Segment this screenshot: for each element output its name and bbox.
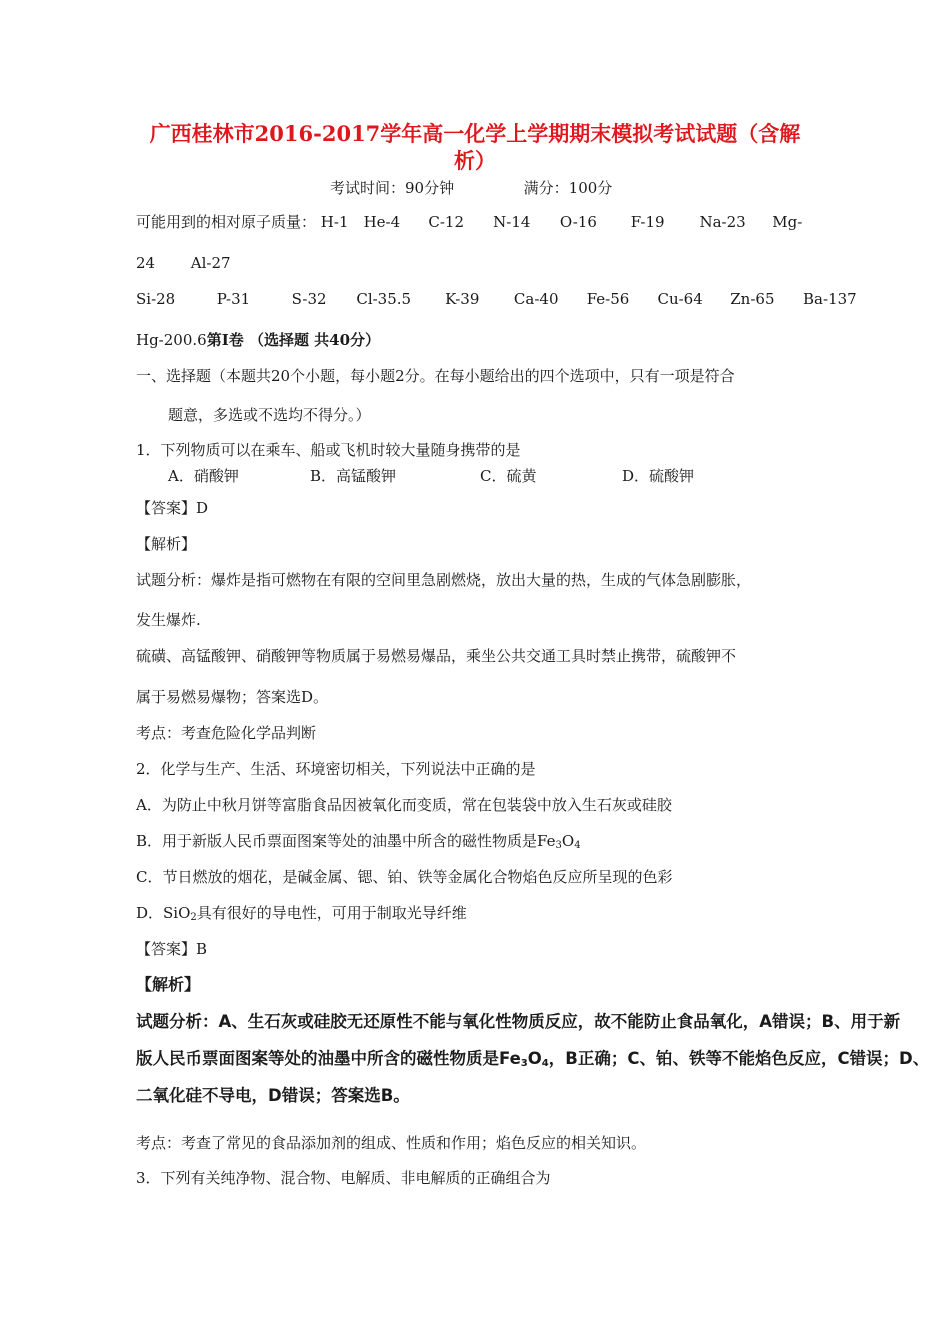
q2-option-d [136, 903, 467, 928]
atomic-mass-row-2 [136, 253, 231, 273]
q1-analysis-4: 属于易燃易爆物；答案选D。 [136, 688, 329, 706]
q1-point: 考点：考查危险化学品判断 [136, 724, 317, 742]
q2-analysis-2-text: 版人民币票面图案等处的油墨中所含的磁性物质是Fe [136, 1049, 521, 1068]
q2-point: 考点：考查了常见的食品添加剂的组成、性质和作用；焰色反应的相关知识。 [136, 1134, 647, 1152]
mass-item: K-39 [445, 290, 480, 308]
subscript: 4 [541, 1058, 549, 1069]
q2-option-b [136, 831, 581, 856]
mass-item: Zn-65 [730, 290, 775, 308]
q2-option-d-formula: D．SiO [136, 904, 191, 922]
mass-item: F-19 [630, 213, 665, 231]
q2-option-b-formula: O [561, 832, 575, 850]
mass-item: Al-27 [190, 254, 231, 272]
mass-item: H-1 [320, 213, 349, 231]
title-line-1: 广西桂林市2016-2017学年高一化学上学期期末模拟考试试题（含解 [149, 121, 801, 146]
atomic-mass-row-1 [136, 212, 802, 232]
q1-stem: 1．下列物质可以在乘车、船或飞机时较大量随身携带的是 [136, 441, 521, 459]
full-score: 满分：100分 [523, 179, 613, 197]
q2-analysis-2-rest: ，B正确；C、铂、铁等不能焰色反应，C错误；D、 [548, 1049, 930, 1068]
section-intro-2: 题意，多选或不选均不得分。） [168, 406, 371, 424]
q2-option-d-text: 具有很好的导电性，可用于制取光导纤维 [196, 904, 467, 922]
mass-item: Ca-40 [513, 290, 559, 308]
subscript: 4 [574, 840, 581, 851]
q1-analysis-1: 试题分析：爆炸是指可燃物在有限的空间里急剧燃烧，放出大量的热，生成的气体急剧膨胀， [136, 571, 752, 589]
q1-answer: 【答案】D [136, 499, 209, 517]
volume-heading [136, 330, 380, 350]
hg-mass: Hg-200.6 [136, 331, 207, 349]
q2-option-c: C．节日燃放的烟花，是碱金属、锶、铂、铁等金属化合物焰色反应所呈现的色彩 [136, 868, 673, 886]
q2-analysis-label: 【解析】 [136, 975, 201, 994]
mass-item: Si-28 [136, 290, 176, 308]
q1-option-b: B．高锰酸钾 [310, 467, 397, 485]
q3-stem: 3．下列有关纯净物、混合物、电解质、非电解质的正确组合为 [136, 1169, 551, 1187]
mass-item: Cl-35.5 [356, 290, 412, 308]
q1-analysis-label: 【解析】 [136, 535, 197, 553]
q2-stem: 2．化学与生产、生活、环境密切相关，下列说法中正确的是 [136, 760, 536, 778]
mass-item: S-32 [291, 290, 327, 308]
title-line-2: 析） [454, 148, 496, 173]
q2-answer: 【答案】B [136, 940, 208, 958]
subscript: 3 [520, 1058, 528, 1069]
mass-item: He-4 [363, 213, 401, 231]
mass-item: P-31 [216, 290, 251, 308]
mass-item: C-12 [428, 213, 464, 231]
exam-info [330, 178, 612, 198]
volume-title: 第Ⅰ卷 （选择题 共40分） [206, 331, 381, 349]
q2-analysis-1: 试题分析：A、生石灰或硅胶无还原性不能与氧化性物质反应，故不能防止食品氧化，A错误；B、用于新 [136, 1012, 901, 1031]
subscript: 2 [190, 912, 197, 923]
q2-analysis-2-formula: O [527, 1049, 542, 1068]
exam-time: 考试时间：90分钟 [330, 179, 455, 197]
q2-analysis-2 [136, 1049, 929, 1074]
q1-analysis-2: 发生爆炸. [136, 611, 201, 629]
q1-options [168, 466, 694, 486]
mass-item: Fe-56 [586, 290, 630, 308]
document-title [120, 120, 830, 174]
atomic-mass-row-3 [136, 289, 857, 309]
mass-item: Mg- [772, 213, 803, 231]
atomic-mass-label: 可能用到的相对原子质量： [136, 213, 317, 231]
mass-item: Cu-64 [657, 290, 703, 308]
mass-item: 24 [136, 254, 156, 272]
section-intro-1: 一、选择题（本题共20个小题，每小题2分。在每小题给出的四个选项中，只有一项是符合 [136, 367, 735, 385]
q1-analysis-3: 硫磺、高锰酸钾、硝酸钾等物质属于易燃易爆品，乘坐公共交通工具时禁止携带，硫酸钾不 [136, 647, 737, 665]
mass-item: Ba-137 [803, 290, 857, 308]
q2-option-b-text: B．用于新版人民币票面图案等处的油墨中所含的磁性物质是Fe [136, 832, 556, 850]
mass-item: O-16 [559, 213, 597, 231]
q2-option-a: A．为防止中秋月饼等富脂食品因被氧化而变质，常在包装袋中放入生石灰或硅胶 [136, 796, 672, 814]
q2-analysis-3: 二氧化硅不导电，D错误；答案选B。 [136, 1086, 410, 1105]
mass-item: N-14 [493, 213, 531, 231]
subscript: 3 [555, 840, 562, 851]
q1-option-d: D．硫酸钾 [622, 467, 695, 485]
q1-option-c: C．硫黄 [480, 467, 537, 485]
mass-item: Na-23 [699, 213, 746, 231]
q1-option-a: A．硝酸钾 [168, 467, 239, 485]
